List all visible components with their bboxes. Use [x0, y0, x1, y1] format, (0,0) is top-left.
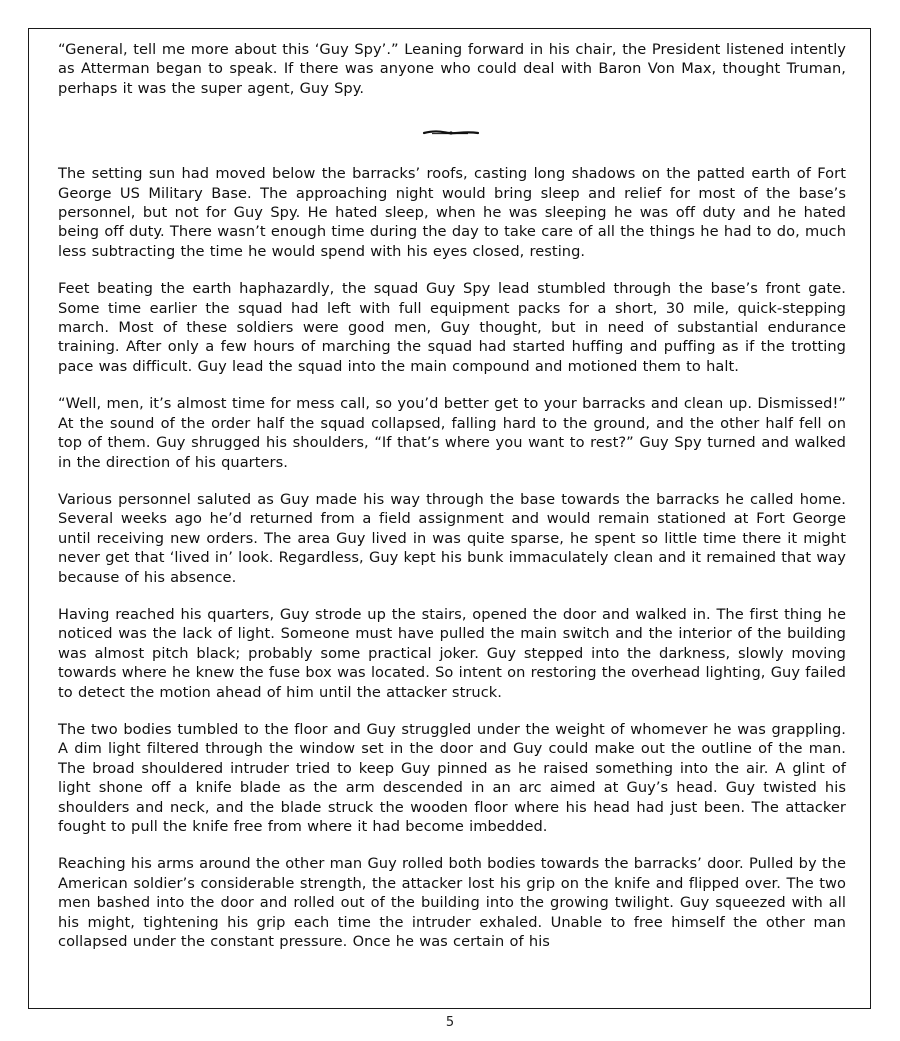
story-paragraph-intro: “General, tell me more about this ‘Guy Spy’.” Leaning forward in his chair, the President listened intently as Atterman began to speak. If there was anyone who could deal with Baron Von Max, thought Truman, perhaps it was the super agent, Guy Spy. — [58, 41, 846, 97]
story-paragraph: Reaching his arms around the other man Guy rolled both bodies towards the barracks’ door. Pulled by the American soldier’s considerable strength, the attacker lost his grip on the knife and flipped over. The two men bashed into the door and rolled out of the building into the growing twilight. Guy squeezed with all his might, tightening his grip each time the intruder exhaled. Unable to free himself the other man collapsed under the constant pressure. Once he was certain of his — [58, 855, 846, 951]
story-paragraph: Having reached his quarters, Guy strode up the stairs, opened the door and walked in. The first thing he noticed was the lack of light. Someone must have pulled the main switch and the interior of the building was almost pitch black; probably some practical joker. Guy stepped into the darkness, slowly moving towards where he knew the fuse box was located. So intent on restoring the overhead lighting, Guy failed to detect the motion ahead of him until the attacker struck. — [58, 605, 846, 701]
story-paragraph: Various personnel saluted as Guy made his way through the base towards the barracks he called home. Several weeks ago he’d returned from a field assignment and would remain stationed at Fort George until receiving new orders. The area Guy lived in was quite sparse, he spent so little time there it might never get that ‘lived in’ look. Regardless, Guy kept his bunk immaculately clean and it remained that way because of his absence. — [58, 490, 846, 586]
story-paragraph: “Well, men, it’s almost time for mess call, so you’d better get to your barracks and clean up. Dismissed!” At the sound of the order half the squad collapsed, falling hard to the ground, and the other half fell on top of them. Guy shrugged his shoulders, “If that’s where you want to rest?” Guy Spy turned and walked in the direction of his quarters. — [58, 395, 846, 471]
story-text — [58, 40, 846, 951]
page-number: 5 — [445, 1015, 455, 1030]
section-break-ornament-icon — [58, 126, 846, 140]
story-paragraph: The setting sun had moved below the barracks’ roofs, casting long shadows on the patted earth of Fort George US Military Base. The approaching night would bring sleep and relief for most of the base’s personnel, but not for Guy Spy. He hated sleep, when he was sleeping he was off duty and he hated being off duty. There wasn’t enough time during the day to take care of all the things he had to do, much less subtracting the time he would spend with his eyes closed, resting. — [58, 165, 846, 260]
story-paragraph: The two bodies tumbled to the floor and Guy struggled under the weight of whomever he was grappling. A dim light filtered through the window set in the door and Guy could make out the outline of the man. The broad shouldered intruder tried to keep Guy pinned as he raised something into the air. A glint of light shone off a knife blade as the arm descended in an arc aimed at Guy’s head. Guy twisted his shoulders and neck, and the blade struck the wooden floor where his head had just been. The attacker fought to pull the knife free from where it had become imbedded. — [58, 720, 846, 835]
story-paragraph: Feet beating the earth haphazardly, the squad Guy Spy lead stumbled through the base’s front gate. Some time earlier the squad had left with full equipment packs for a short, 30 mile, quick-stepping march. Most of these soldiers were good men, Guy thought, but in need of substantial endurance training. After only a few hours of marching the squad had started huffing and puffing as if the trotting pace was difficult. Guy lead the squad into the main compound and motioned them to halt. — [58, 280, 846, 375]
